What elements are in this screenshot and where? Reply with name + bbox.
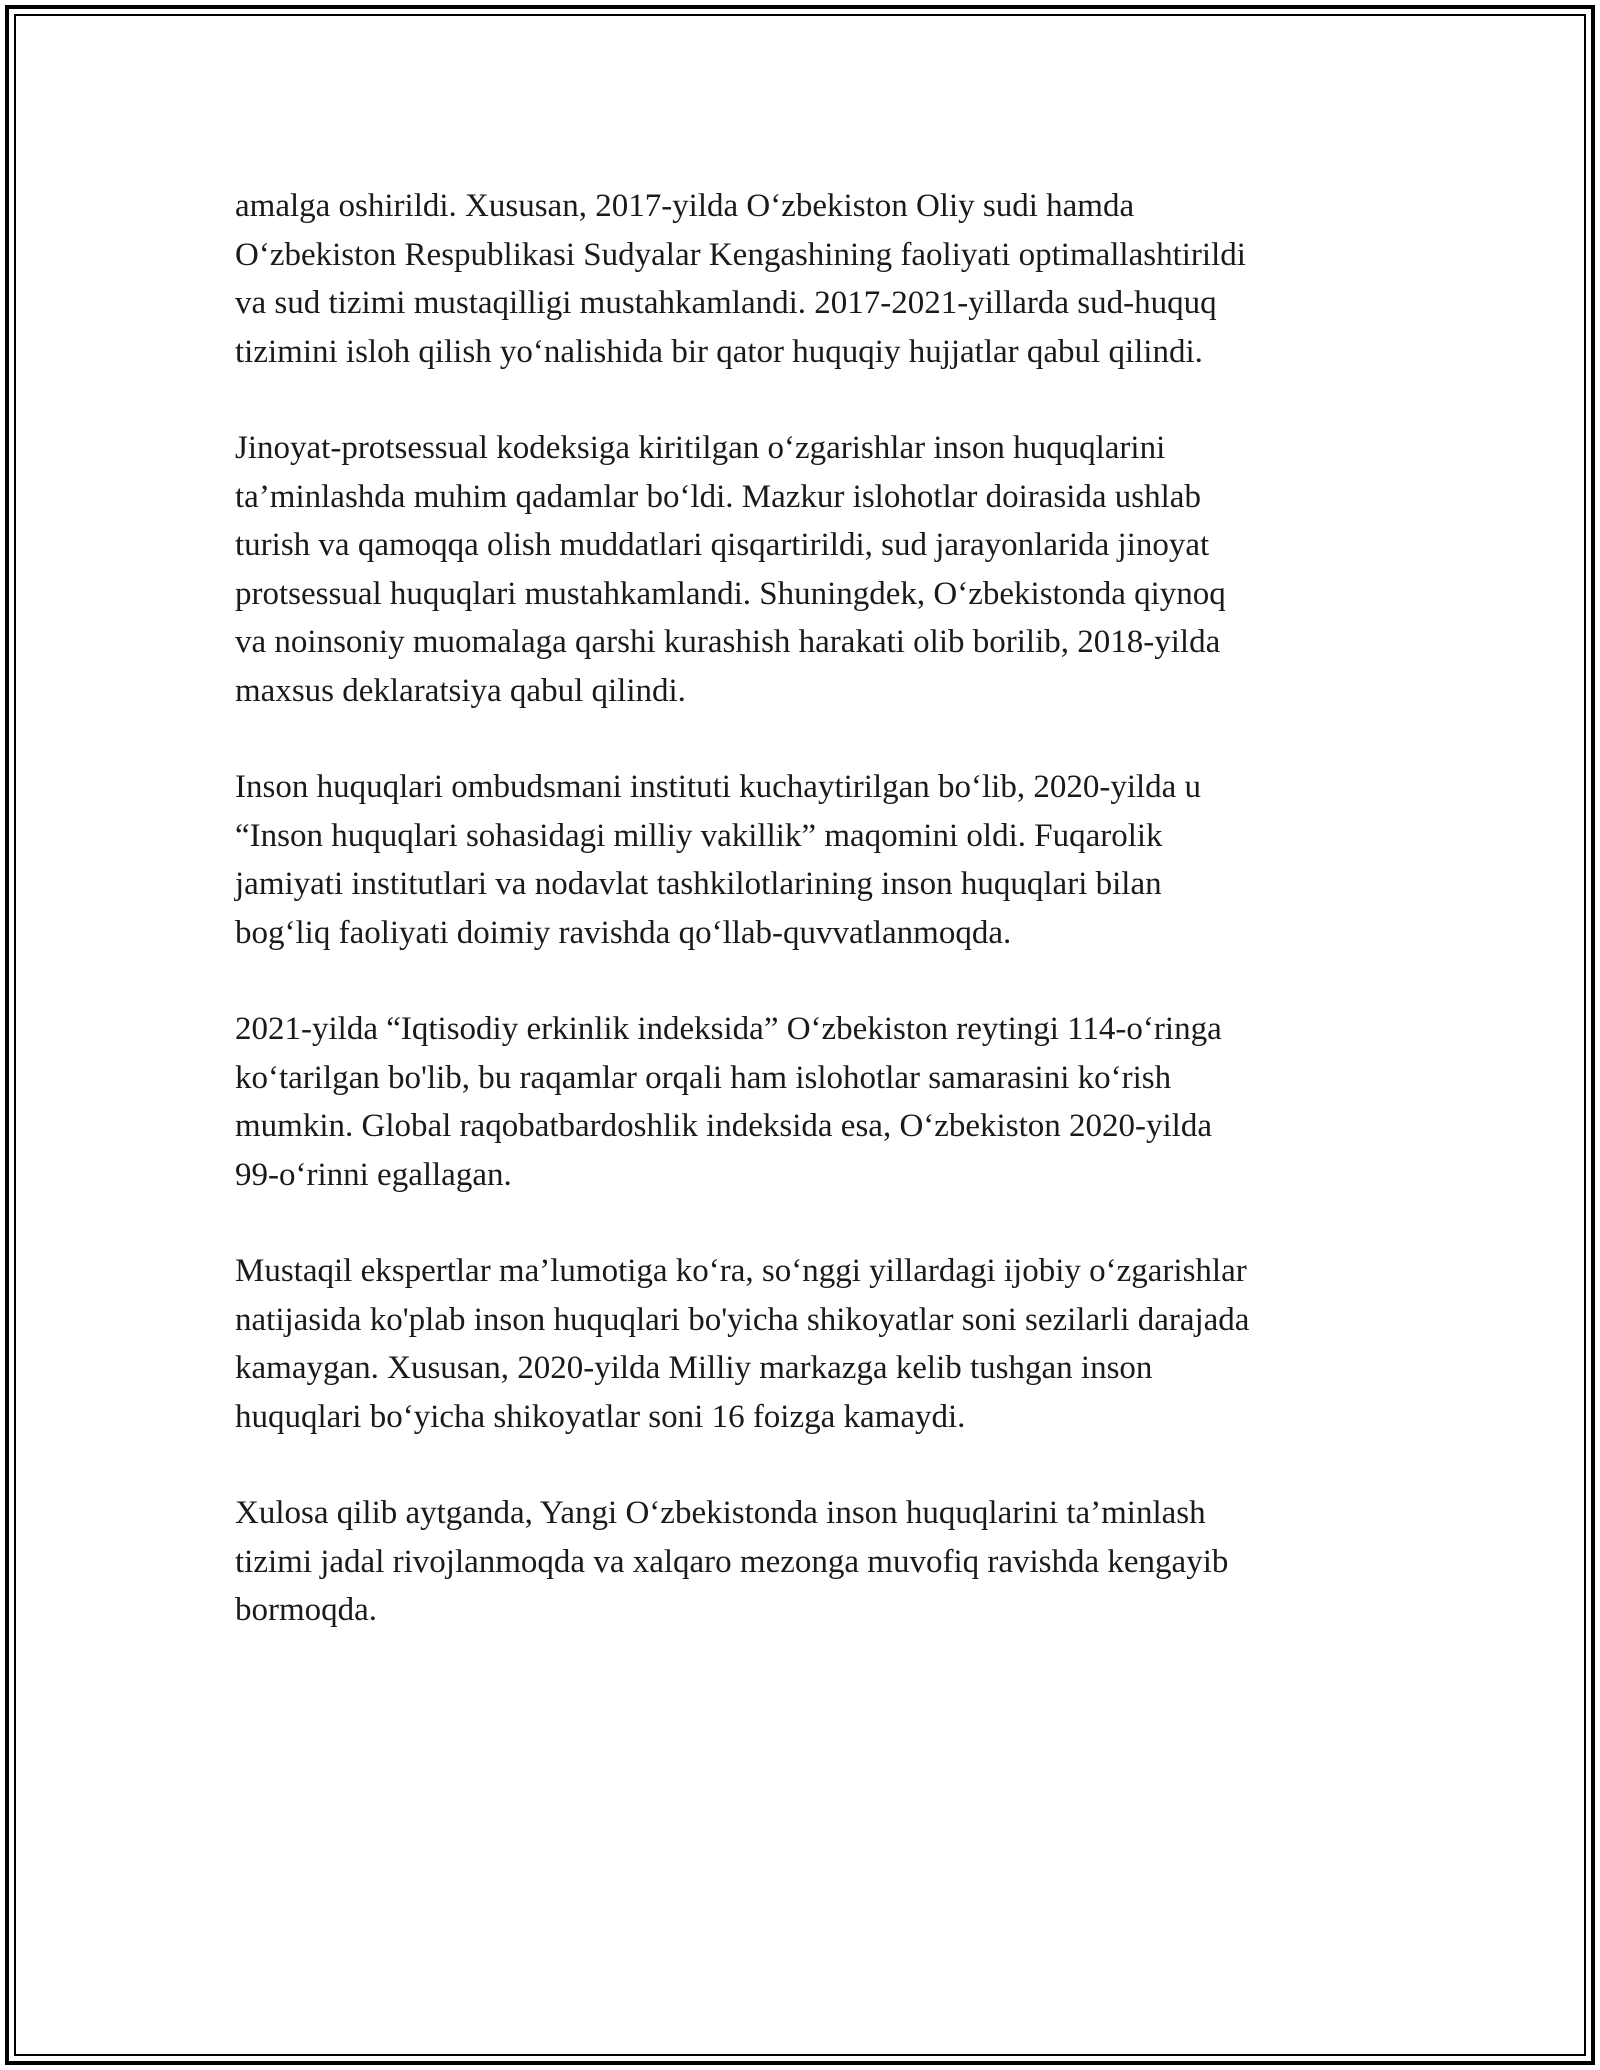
text-line: mumkin. Global raqobatbardoshlik indeksida esa, O‘zbekiston 2020-yilda [235, 1108, 1212, 1144]
text-line: Jinoyat-protsessual kodeksiga kiritilgan o‘zgarishlar inson huquqlarini [235, 430, 1166, 466]
text-line: huquqlari bo‘yicha shikoyatlar soni 16 foizga kamaydi. [235, 1398, 966, 1435]
paragraph-1 [235, 182, 1375, 376]
text-line: turish va qamoqqa olish muddatlari qisqartirildi, sud jarayonlarida jinoyat [235, 527, 1210, 563]
text-line: Inson huquqlari ombudsmani instituti kuchaytirilgan bo‘lib, 2020-yilda u [235, 769, 1202, 805]
text-line: ta’minlashda muhim qadamlar bo‘ldi. Mazkur islohotlar doirasida ushlab [235, 478, 1201, 515]
paragraph-4 [235, 1005, 1375, 1199]
text-line: amalga oshirildi. Xususan, 2017-yilda O‘zbekiston Oliy sudi hamda [235, 188, 1135, 224]
text-line: jamiyati institutlari va nodavlat tashkilotlarining inson huquqlari bilan [235, 866, 1162, 902]
text-line: Xulosa qilib aytganda, Yangi O‘zbekistonda inson huquqlarini ta’minlash [235, 1495, 1206, 1531]
paragraph-5 [235, 1247, 1375, 1441]
document-body [235, 182, 1375, 1683]
text-line: bog‘liq faoliyati doimiy ravishda qo‘llab-quvvatlanmoqda. [235, 914, 1012, 951]
paragraph-2 [235, 424, 1375, 715]
text-line: kamaygan. Xususan, 2020-yilda Milliy markazga kelib tushgan inson [235, 1350, 1153, 1386]
text-line: va sud tizimi mustaqilligi mustahkamlandi. 2017-2021-yillarda sud-huquq [235, 285, 1217, 321]
paragraph-3 [235, 763, 1375, 957]
text-line: natijasida ko'plab inson huquqlari bo'yicha shikoyatlar soni sezilarli darajada [235, 1301, 1250, 1338]
text-line: bormoqda. [235, 1592, 378, 1628]
paragraph-6 [235, 1489, 1375, 1635]
text-line: O‘zbekiston Respublikasi Sudyalar Kengashining faoliyati optimallashtirildi [235, 236, 1246, 273]
text-line: maxsus deklaratsiya qabul qilindi. [235, 672, 686, 709]
text-line: tizimi jadal rivojlanmoqda va xalqaro mezonga muvofiq ravishda kengayib [235, 1543, 1229, 1580]
text-line: Mustaqil ekspertlar ma’lumotiga ko‘ra, so‘nggi yillardagi ijobiy o‘zgarishlar [235, 1253, 1247, 1289]
text-line: va noinsoniy muomalaga qarshi kurashish harakati olib borilib, 2018-yilda [235, 624, 1221, 660]
text-line: tizimini isloh qilish yo‘nalishida bir qator huquqiy hujjatlar qabul qilindi. [235, 333, 1203, 370]
text-line: ko‘tarilgan bo'lib, bu raqamlar orqali ham islohotlar samarasini ko‘rish [235, 1059, 1172, 1096]
text-line: 99-o‘rinni egallagan. [235, 1156, 512, 1193]
text-line: protsessual huquqlari mustahkamlandi. Shuningdek, O‘zbekistonda qiynoq [235, 575, 1226, 612]
text-line: 2021-yilda “Iqtisodiy erkinlik indeksida” O‘zbekiston reytingi 114-o‘ringa [235, 1011, 1222, 1047]
text-line: “Inson huquqlari sohasidagi milliy vakillik” maqomini oldi. Fuqarolik [235, 817, 1163, 854]
